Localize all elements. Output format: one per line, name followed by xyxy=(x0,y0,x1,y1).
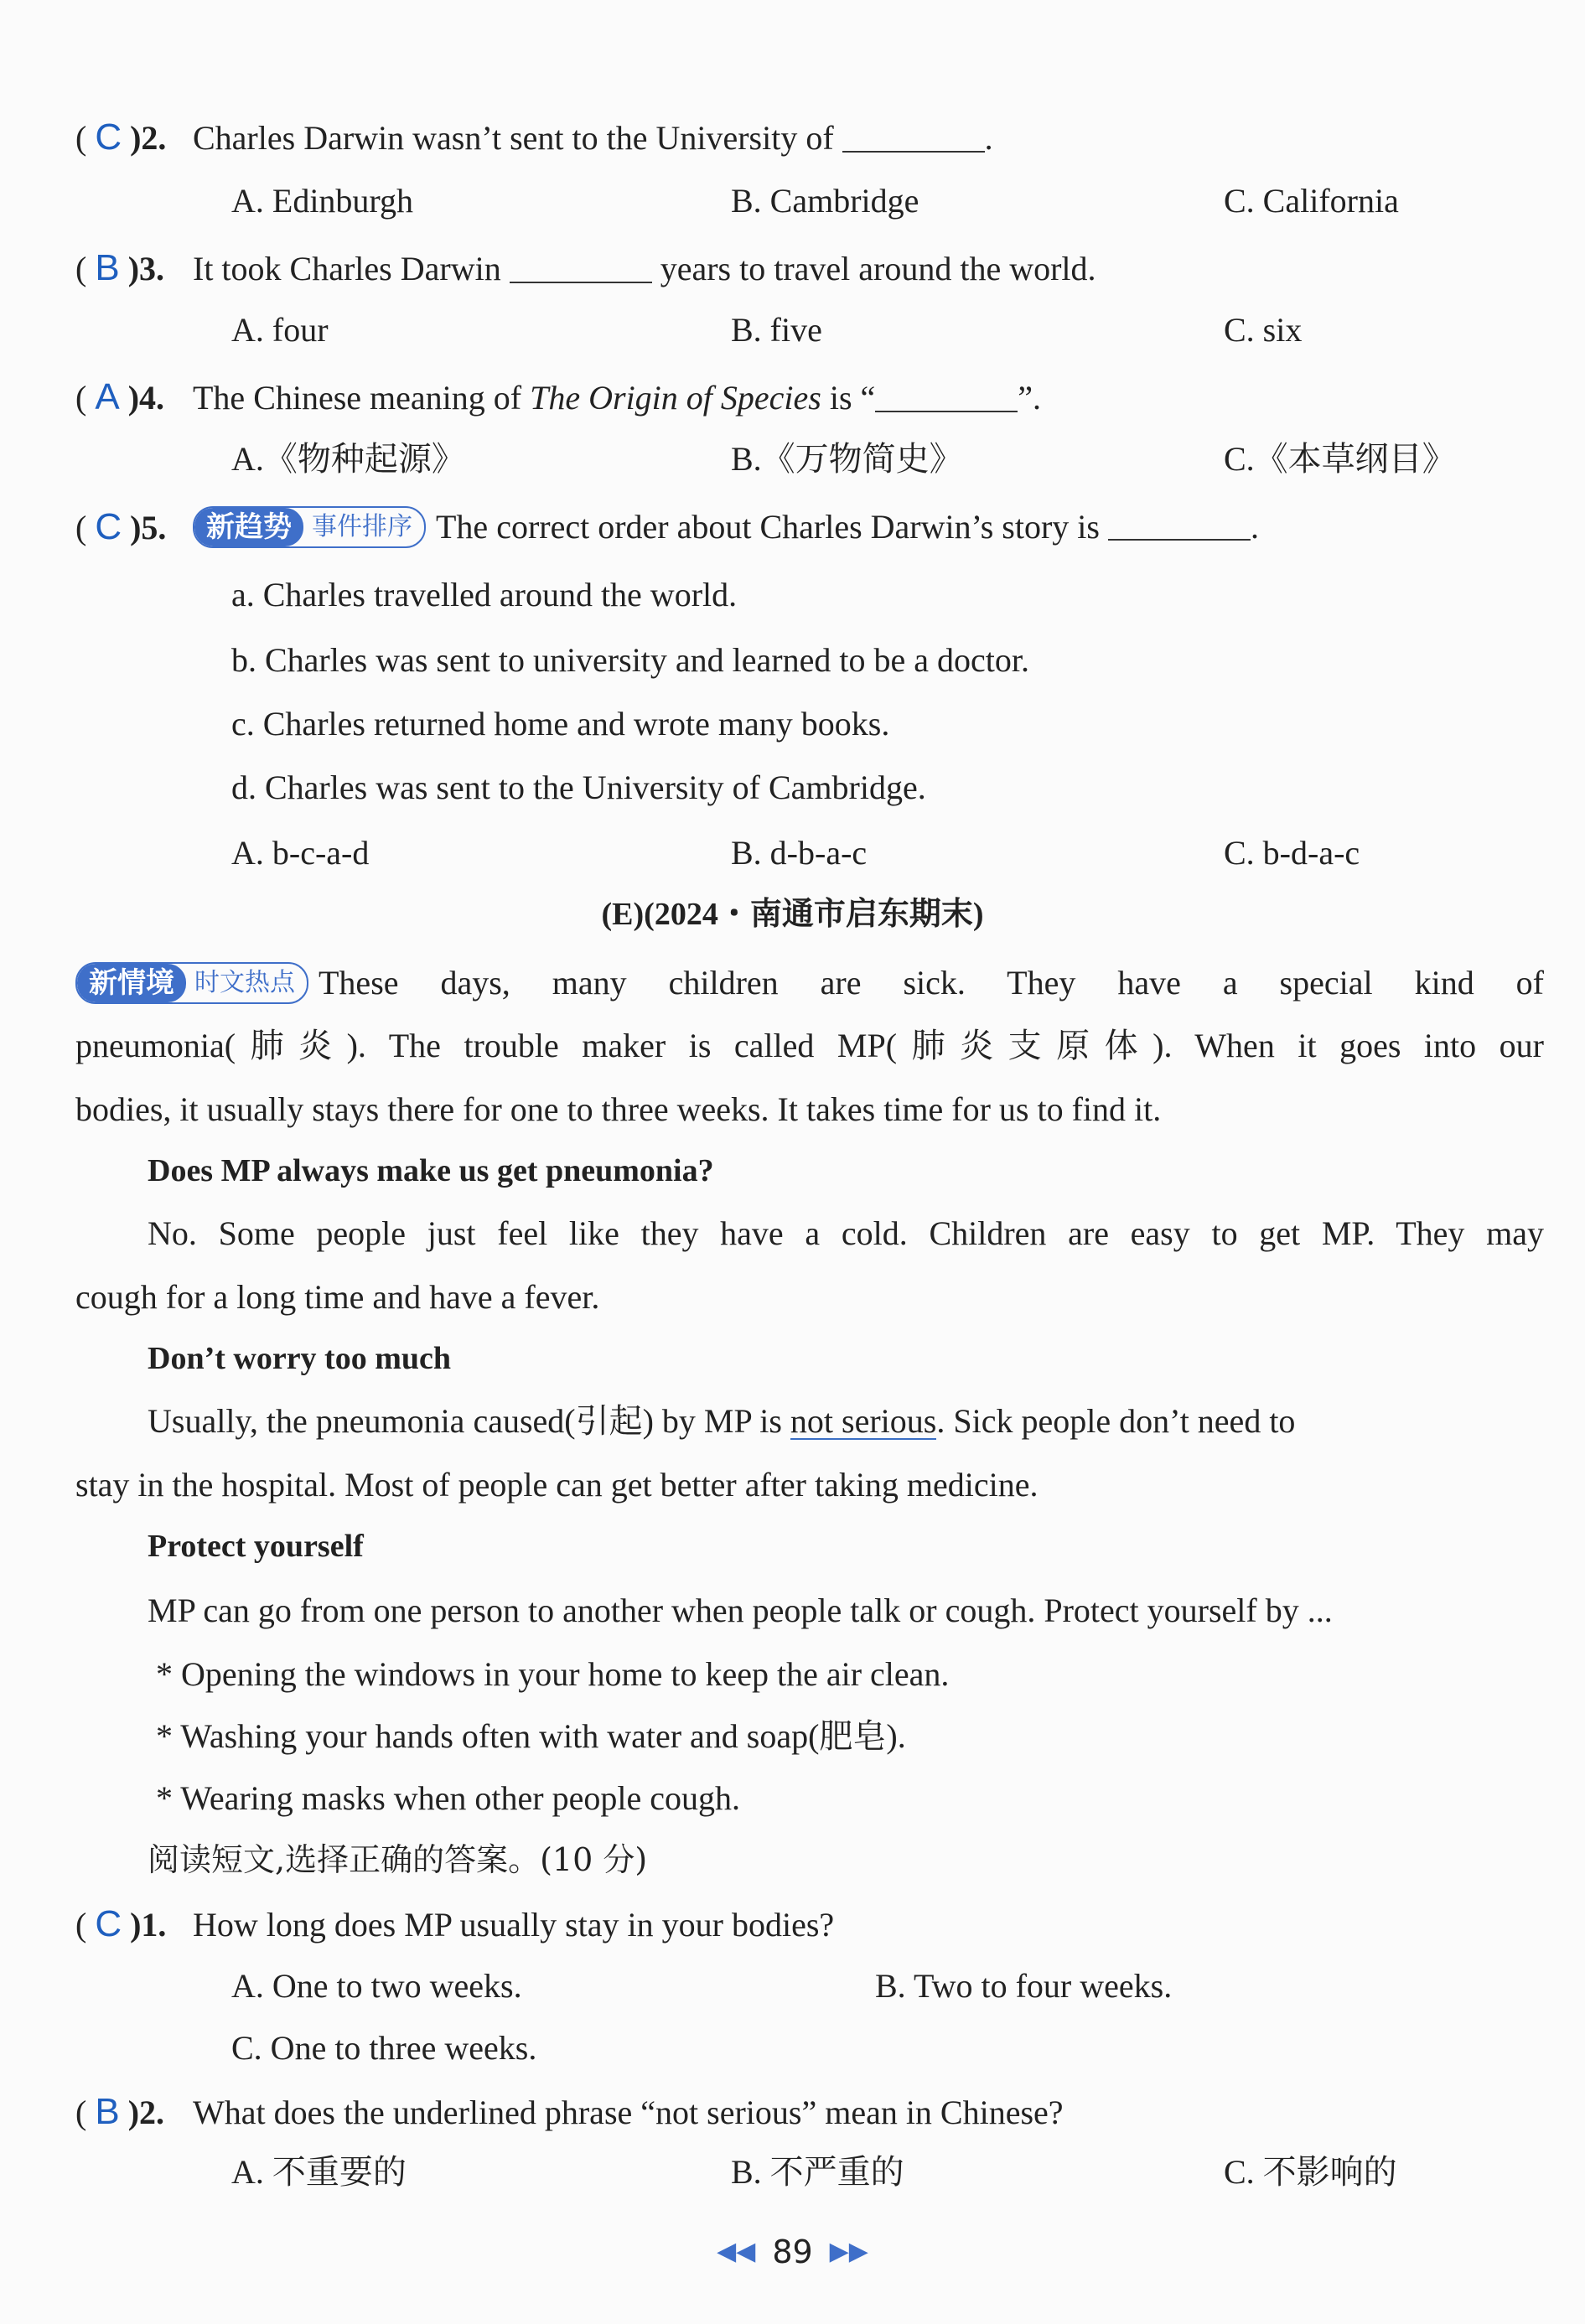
section-heading: (E)(2024・南通市启东期末) xyxy=(601,897,984,932)
option-c: C.《本草纲目》 xyxy=(1224,440,1456,478)
instruction: 阅读短文,选择正确的答案。(10 分) xyxy=(148,1841,648,1878)
question-text: Charles Darwin wasn’t sent to the University of xyxy=(193,119,834,157)
option-b: B. 不严重的 xyxy=(731,2153,904,2191)
trend-tag: 新趋势 事件排序 xyxy=(193,506,426,548)
question-5: ( C )5. 新趋势 事件排序 The correct order about Charles Darwin’s story is . xyxy=(75,506,1259,547)
underlined-phrase: not serious xyxy=(790,1402,937,1440)
option-c: C. California xyxy=(1224,182,1399,220)
paragraph-1-line-1: No. Some people just feel like they have a cold. Children are easy to get MP. They may xyxy=(148,1214,1544,1252)
bullet-item: * Washing your hands often with water and soap(肥皂). xyxy=(156,1717,906,1755)
question-text: How long does MP usually stay in your bodies? xyxy=(193,1906,835,1944)
option-b: B. five xyxy=(731,311,822,349)
option-a: A.《物种起源》 xyxy=(231,440,465,478)
answer-letter: C xyxy=(95,116,122,158)
previous-arrows-icon: ◀◀ xyxy=(717,2238,756,2265)
intro-line-3: bodies, it usually stays there for one to three weeks. It takes time for us to find it. xyxy=(75,1090,1162,1128)
option-c: C. 不影响的 xyxy=(1224,2153,1397,2191)
event-item-a: a. Charles travelled around the world. xyxy=(231,576,738,613)
option-c: C. six xyxy=(1224,311,1303,349)
answer-letter: A xyxy=(95,376,120,417)
answer-blank xyxy=(842,126,985,153)
option-b: B. Cambridge xyxy=(731,182,919,220)
answer-letter: B xyxy=(95,2091,120,2132)
question-3: ( B )3. It took Charles Darwin years to travel around the world. xyxy=(75,247,1096,288)
answer-letter: C xyxy=(95,506,122,547)
question-2: ( C )2. Charles Darwin wasn’t sent to the University of . xyxy=(75,116,993,158)
event-item-b: b. Charles was sent to university and learned to be a doctor. xyxy=(231,641,1029,679)
subheading-1: Does MP always make us get pneumonia? xyxy=(148,1153,714,1188)
option-a: A. b-c-a-d xyxy=(231,834,370,872)
intro-line-1: 新情境 时文热点 These days, many children are sick. They have a special kind of xyxy=(75,962,1544,1004)
option-a: A. 不重要的 xyxy=(231,2153,407,2191)
answer-letter: C xyxy=(95,1903,122,1944)
subheading-2: Don’t worry too much xyxy=(148,1341,452,1376)
option-a: A. Edinburgh xyxy=(231,182,414,220)
next-arrows-icon: ▶▶ xyxy=(829,2238,868,2265)
question-text: The correct order about Charles Darwin’s story is xyxy=(436,508,1100,546)
event-item-c: c. Charles returned home and wrote many books. xyxy=(231,705,890,743)
question-2b: ( B )2. What does the underlined phrase “not serious” mean in Chinese? xyxy=(75,2091,1064,2132)
paragraph-1-line-2: cough for a long time and have a fever. xyxy=(75,1278,600,1316)
option-b: B. d-b-a-c xyxy=(731,834,868,872)
question-4: ( A )4. The Chinese meaning of The Origin of Species is “ ”. xyxy=(75,376,1042,417)
option-c: C. One to three weeks. xyxy=(231,2029,537,2067)
answer-blank xyxy=(1108,514,1251,541)
paragraph-3: MP can go from one person to another when people talk or cough. Protect yourself by ... xyxy=(148,1592,1333,1629)
bullet-item: * Wearing masks when other people cough. xyxy=(156,1779,740,1817)
question-text: It took Charles Darwin xyxy=(193,250,501,287)
option-a: A. One to two weeks. xyxy=(231,1967,522,2005)
subheading-3: Protect yourself xyxy=(148,1529,364,1564)
option-b: B. Two to four weeks. xyxy=(875,1967,1173,2005)
paragraph-2-line-2: stay in the hospital. Most of people can get better after taking medicine. xyxy=(75,1466,1039,1504)
bullet-item: * Opening the windows in your home to keep the air clean. xyxy=(156,1655,950,1693)
answer-bracket: ( C )2. xyxy=(75,116,167,158)
option-c: C. b-d-a-c xyxy=(1224,834,1360,872)
intro-line-2: pneumonia(肺炎). The trouble maker is called MP(肺炎支原体). When it goes into our xyxy=(75,1027,1544,1064)
page-footer xyxy=(0,2233,1585,2270)
option-b: B.《万物简史》 xyxy=(731,440,963,478)
question-1: ( C )1. How long does MP usually stay in your bodies? xyxy=(75,1903,835,1944)
paragraph-2-line-1: Usually, the pneumonia caused(引起) by MP is not serious . Sick people don’t need to xyxy=(148,1402,1296,1440)
question-text: What does the underlined phrase “not serious” mean in Chinese? xyxy=(193,2094,1064,2131)
answer-blank xyxy=(875,386,1018,412)
book-title: The Origin of Species xyxy=(530,379,821,417)
page-number: 89 xyxy=(772,2233,813,2270)
event-item-d: d. Charles was sent to the University of Cambridge. xyxy=(231,769,926,806)
context-tag: 新情境 时文热点 xyxy=(75,962,308,1004)
answer-blank xyxy=(510,256,652,283)
option-a: A. four xyxy=(231,311,329,349)
answer-letter: B xyxy=(95,247,120,288)
